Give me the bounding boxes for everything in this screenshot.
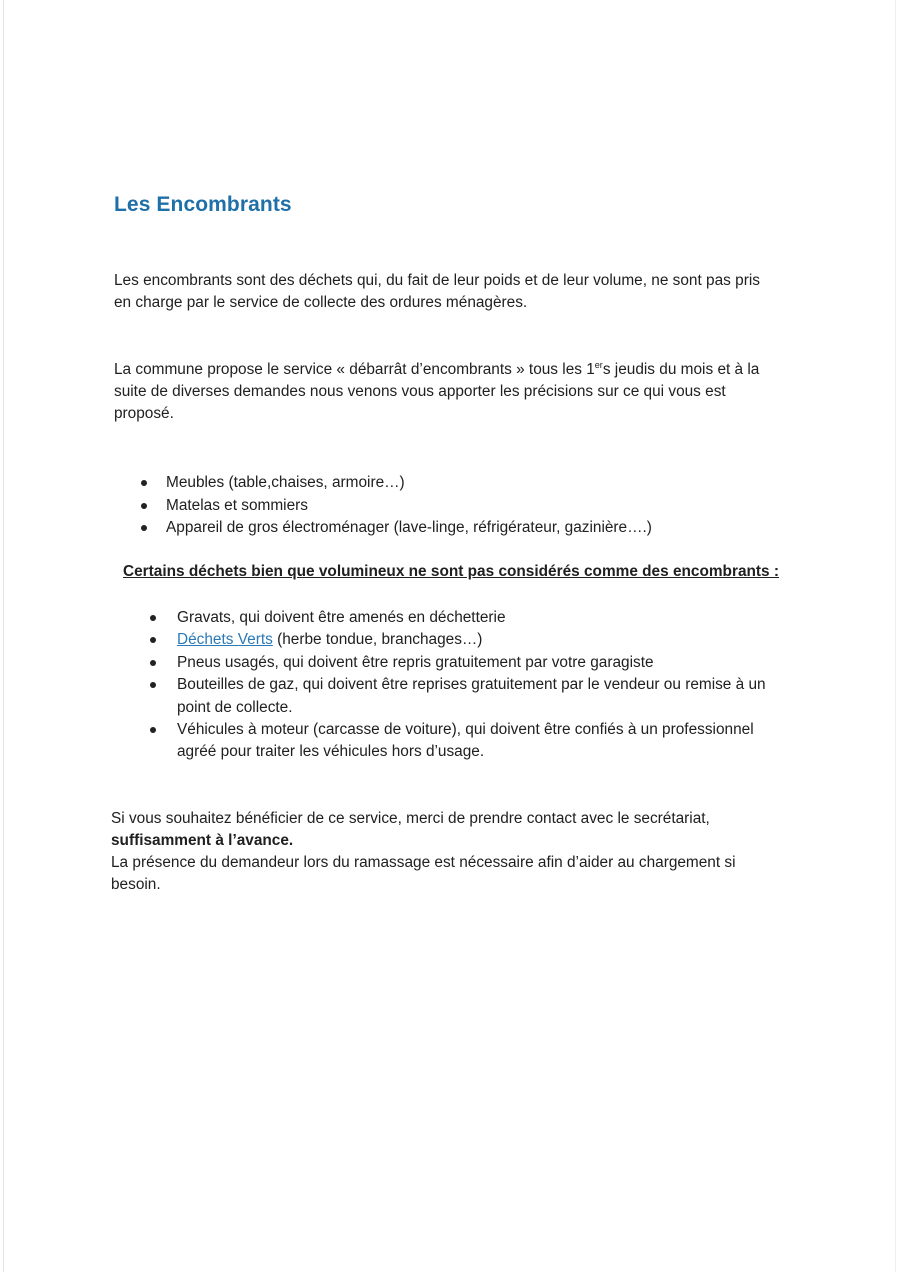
bullet-icon <box>141 503 147 509</box>
bullet-icon <box>150 615 156 621</box>
list-item <box>166 495 806 518</box>
contact-line-1: Si vous souhaitez bénéficier de ce service, merci de prendre contact avec le secrétariat, <box>111 810 710 827</box>
service-line-2: suite de diverses demandes nous venons vous apporter les précisions sur ce qui vous est <box>114 383 726 400</box>
service-line-1-part1: La commune propose le service « débarrât d’encombrants » tous les 1 <box>114 361 595 378</box>
list-item <box>177 719 797 764</box>
accepted-items-list <box>166 472 806 540</box>
list-item <box>177 674 797 719</box>
list-item <box>166 517 806 540</box>
intro-paragraph <box>114 270 804 314</box>
list-item-text: Meubles (table,chaises, armoire…) <box>166 474 405 491</box>
excluded-items-list <box>177 607 797 764</box>
page-edge-left <box>3 0 4 1272</box>
list-item-text: Pneus usagés, qui doivent être repris gratuitement par votre garagiste <box>177 653 654 671</box>
contact-paragraph <box>111 808 811 896</box>
service-paragraph <box>114 359 804 425</box>
list-item <box>166 472 806 495</box>
intro-line-1: Les encombrants sont des déchets qui, du fait de leur poids et de leur volume, ne sont pas pris <box>114 272 760 289</box>
list-item <box>177 607 797 629</box>
page-edge-right <box>895 0 896 1272</box>
bullet-icon <box>150 727 156 733</box>
excluded-heading: Certains déchets bien que volumineux ne sont pas considérés comme des encombrants : <box>123 563 779 580</box>
bullet-icon <box>141 480 147 486</box>
list-item-text: Bouteilles de gaz, qui doivent être reprises gratuitement par le vendeur ou remise à un <box>177 676 766 694</box>
list-item-text-cont: point de collecte. <box>177 698 293 716</box>
list-item <box>177 652 797 674</box>
bullet-icon <box>141 525 147 531</box>
contact-line-3: La présence du demandeur lors du ramassage est nécessaire afin d’aider au chargement si <box>111 854 736 871</box>
contact-line-4: besoin. <box>111 876 161 893</box>
dechets-verts-link[interactable]: Déchets Verts <box>177 631 273 649</box>
page-title: Les Encombrants <box>114 193 292 216</box>
intro-line-2: en charge par le service de collecte des ordures ménagères. <box>114 294 528 311</box>
ordinal-superscript: er <box>594 360 603 370</box>
bullet-icon <box>150 682 156 688</box>
bullet-icon <box>150 660 156 666</box>
list-item-text: Véhicules à moteur (carcasse de voiture), qui doivent être confiés à un professionnel <box>177 721 754 739</box>
list-item-text: Gravats, qui doivent être amenés en déchetterie <box>177 609 506 626</box>
list-item-text: Appareil de gros électroménager (lave-linge, réfrigérateur, gazinière….) <box>166 519 652 537</box>
service-line-3: proposé. <box>114 405 174 422</box>
bullet-icon <box>150 637 156 643</box>
list-item <box>177 629 797 651</box>
list-item-text: (herbe tondue, branchages…) <box>272 631 483 649</box>
contact-bold-line: suffisamment à l’avance. <box>111 832 294 849</box>
list-item-text: Matelas et sommiers <box>166 496 308 514</box>
service-line-1 <box>114 359 804 381</box>
list-item-text-cont: agréé pour traiter les véhicules hors d’usage. <box>177 743 485 761</box>
service-line-1-part2: s jeudis du mois et à la <box>602 361 760 378</box>
